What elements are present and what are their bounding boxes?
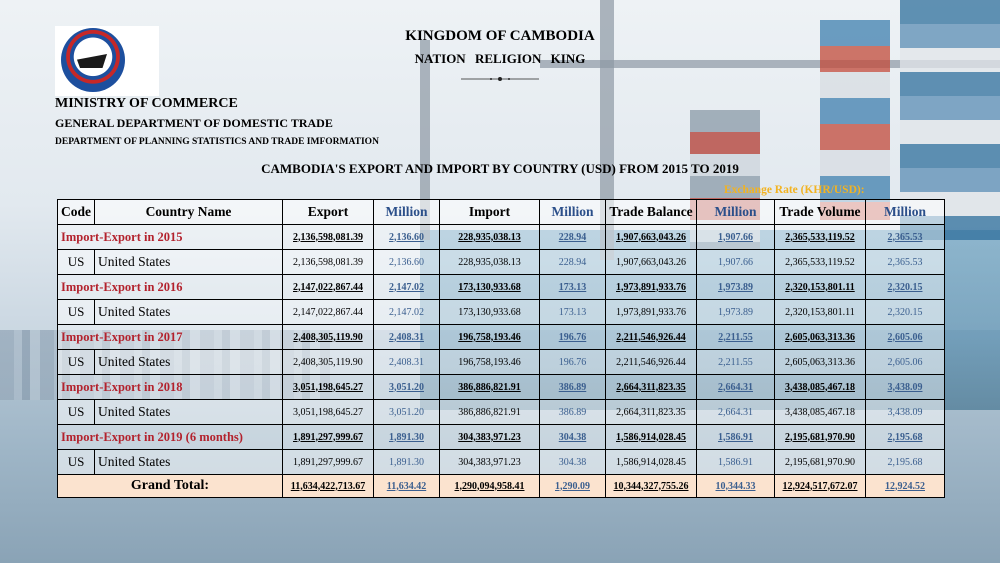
total-balance-million: 10,344.33	[697, 475, 775, 498]
row-volume-million: 2,365.53	[866, 250, 945, 275]
table-row	[58, 300, 945, 325]
grand-total-row	[58, 475, 945, 498]
row-volume: 2,365,533,119.52	[775, 250, 866, 275]
group-balance-million: 2,664.31	[697, 375, 775, 400]
trade-table	[57, 199, 945, 498]
kingdom-title: KINGDOM OF CAMBODIA	[405, 28, 595, 44]
row-balance-million: 1,907.66	[697, 250, 775, 275]
row-import-million: 228.94	[540, 250, 606, 275]
group-volume-million: 2,365.53	[866, 225, 945, 250]
row-balance-million: 2,211.55	[697, 350, 775, 375]
row-import: 196,758,193.46	[440, 350, 540, 375]
total-balance: 10,344,327,755.26	[606, 475, 697, 498]
row-balance: 2,211,546,926.44	[606, 350, 697, 375]
row-import: 228,935,038.13	[440, 250, 540, 275]
page-title: CAMBODIA'S EXPORT AND IMPORT BY COUNTRY (USD) FROM 2015 TO 2019	[261, 161, 739, 176]
row-export-million: 2,147.02	[374, 300, 440, 325]
row-volume-million: 3,438.09	[866, 400, 945, 425]
group-volume: 2,320,153,801.11	[775, 275, 866, 300]
table-header-row	[58, 200, 945, 225]
group-export-million: 2,147.02	[374, 275, 440, 300]
row-balance: 1,907,663,043.26	[606, 250, 697, 275]
row-import-million: 304.38	[540, 450, 606, 475]
group-volume: 2,195,681,970.90	[775, 425, 866, 450]
group-balance-million: 1,907.66	[697, 225, 775, 250]
group-volume-million: 3,438.09	[866, 375, 945, 400]
country-code: US	[58, 250, 95, 275]
general-department-name: GENERAL DEPARTMENT OF DOMESTIC TRADE	[55, 116, 333, 130]
row-export-million: 2,408.31	[374, 350, 440, 375]
group-import-million: 173.13	[540, 275, 606, 300]
group-row-2018	[58, 375, 945, 400]
group-volume: 2,605,063,313.36	[775, 325, 866, 350]
group-export-million: 2,408.31	[374, 325, 440, 350]
group-volume-million: 2,195.68	[866, 425, 945, 450]
group-export: 2,147,022,867.44	[283, 275, 374, 300]
country-name: United States	[95, 350, 283, 375]
col-header-export: Export	[283, 200, 374, 225]
group-export: 3,051,198,645.27	[283, 375, 374, 400]
group-volume: 2,365,533,119.52	[775, 225, 866, 250]
group-import-million: 228.94	[540, 225, 606, 250]
col-header-balance-million: Million	[697, 200, 775, 225]
ministry-name: MINISTRY OF COMMERCE	[55, 96, 238, 111]
group-import-million: 304.38	[540, 425, 606, 450]
country-name: United States	[95, 400, 283, 425]
row-balance: 2,664,311,823.35	[606, 400, 697, 425]
total-export-million: 11,634.42	[374, 475, 440, 498]
group-row-2015	[58, 225, 945, 250]
group-export-million: 2,136.60	[374, 225, 440, 250]
col-header-import: Import	[440, 200, 540, 225]
total-export: 11,634,422,713.67	[283, 475, 374, 498]
total-import-million: 1,290.09	[540, 475, 606, 498]
group-export-million: 3,051.20	[374, 375, 440, 400]
country-name: United States	[95, 300, 283, 325]
table-row	[58, 450, 945, 475]
ornament-divider	[461, 75, 539, 83]
col-header-trade-volume: Trade Volume	[775, 200, 866, 225]
exchange-rate-label: Exchange Rate (KHR/USD):	[724, 184, 865, 196]
row-import-million: 173.13	[540, 300, 606, 325]
group-import: 304,383,971.23	[440, 425, 540, 450]
group-export: 2,136,598,081.39	[283, 225, 374, 250]
group-export-million: 1,891.30	[374, 425, 440, 450]
row-balance-million: 1,973.89	[697, 300, 775, 325]
group-export: 2,408,305,119.90	[283, 325, 374, 350]
row-import: 173,130,933.68	[440, 300, 540, 325]
group-import: 173,130,933.68	[440, 275, 540, 300]
row-export-million: 2,136.60	[374, 250, 440, 275]
row-volume-million: 2,320.15	[866, 300, 945, 325]
row-export: 3,051,198,645.27	[283, 400, 374, 425]
group-import-million: 196.76	[540, 325, 606, 350]
col-header-volume-million: Million	[866, 200, 945, 225]
row-export: 1,891,297,999.67	[283, 450, 374, 475]
group-import: 196,758,193.46	[440, 325, 540, 350]
group-row-2019	[58, 425, 945, 450]
row-balance-million: 2,664.31	[697, 400, 775, 425]
row-volume: 3,438,085,467.18	[775, 400, 866, 425]
table-row	[58, 350, 945, 375]
group-label: Import-Export in 2018	[58, 375, 283, 400]
row-balance: 1,586,914,028.45	[606, 450, 697, 475]
col-header-import-million: Million	[540, 200, 606, 225]
row-export: 2,136,598,081.39	[283, 250, 374, 275]
row-volume: 2,605,063,313.36	[775, 350, 866, 375]
group-import: 228,935,038.13	[440, 225, 540, 250]
group-balance-million: 1,586.91	[697, 425, 775, 450]
row-balance-million: 1,586.91	[697, 450, 775, 475]
country-code: US	[58, 400, 95, 425]
group-import: 386,886,821.91	[440, 375, 540, 400]
table-row	[58, 250, 945, 275]
group-balance: 1,586,914,028.45	[606, 425, 697, 450]
col-header-trade-balance: Trade Balance	[606, 200, 697, 225]
country-code: US	[58, 350, 95, 375]
group-label: Import-Export in 2016	[58, 275, 283, 300]
row-export-million: 1,891.30	[374, 450, 440, 475]
row-volume-million: 2,195.68	[866, 450, 945, 475]
row-volume-million: 2,605.06	[866, 350, 945, 375]
row-export: 2,408,305,119.90	[283, 350, 374, 375]
row-volume: 2,320,153,801.11	[775, 300, 866, 325]
country-name: United States	[95, 250, 283, 275]
row-export: 2,147,022,867.44	[283, 300, 374, 325]
row-import-million: 196.76	[540, 350, 606, 375]
total-import: 1,290,094,958.41	[440, 475, 540, 498]
col-header-country: Country Name	[95, 200, 283, 225]
group-import-million: 386.89	[540, 375, 606, 400]
group-balance: 2,664,311,823.35	[606, 375, 697, 400]
group-volume: 3,438,085,467.18	[775, 375, 866, 400]
row-import: 386,886,821.91	[440, 400, 540, 425]
row-volume: 2,195,681,970.90	[775, 450, 866, 475]
total-volume: 12,924,517,672.07	[775, 475, 866, 498]
grand-total-label: Grand Total:	[58, 475, 283, 498]
table-row	[58, 400, 945, 425]
col-header-export-million: Million	[374, 200, 440, 225]
country-name: United States	[95, 450, 283, 475]
group-balance-million: 1,973.89	[697, 275, 775, 300]
group-balance: 1,907,663,043.26	[606, 225, 697, 250]
group-volume-million: 2,605.06	[866, 325, 945, 350]
group-label: Import-Export in 2019 (6 months)	[58, 425, 283, 450]
total-volume-million: 12,924.52	[866, 475, 945, 498]
group-label: Import-Export in 2017	[58, 325, 283, 350]
group-balance: 2,211,546,926.44	[606, 325, 697, 350]
national-motto: NATION RELIGION KING	[414, 51, 586, 66]
country-code: US	[58, 450, 95, 475]
group-balance-million: 2,211.55	[697, 325, 775, 350]
row-balance: 1,973,891,933.76	[606, 300, 697, 325]
row-import-million: 386.89	[540, 400, 606, 425]
row-export-million: 3,051.20	[374, 400, 440, 425]
row-import: 304,383,971.23	[440, 450, 540, 475]
group-label: Import-Export in 2015	[58, 225, 283, 250]
group-row-2016	[58, 275, 945, 300]
col-header-code: Code	[58, 200, 95, 225]
group-export: 1,891,297,999.67	[283, 425, 374, 450]
country-code: US	[58, 300, 95, 325]
group-row-2017	[58, 325, 945, 350]
group-balance: 1,973,891,933.76	[606, 275, 697, 300]
department-name: DEPARTMENT OF PLANNING STATISTICS AND TRADE IMFORMATION	[55, 137, 379, 147]
group-volume-million: 2,320.15	[866, 275, 945, 300]
